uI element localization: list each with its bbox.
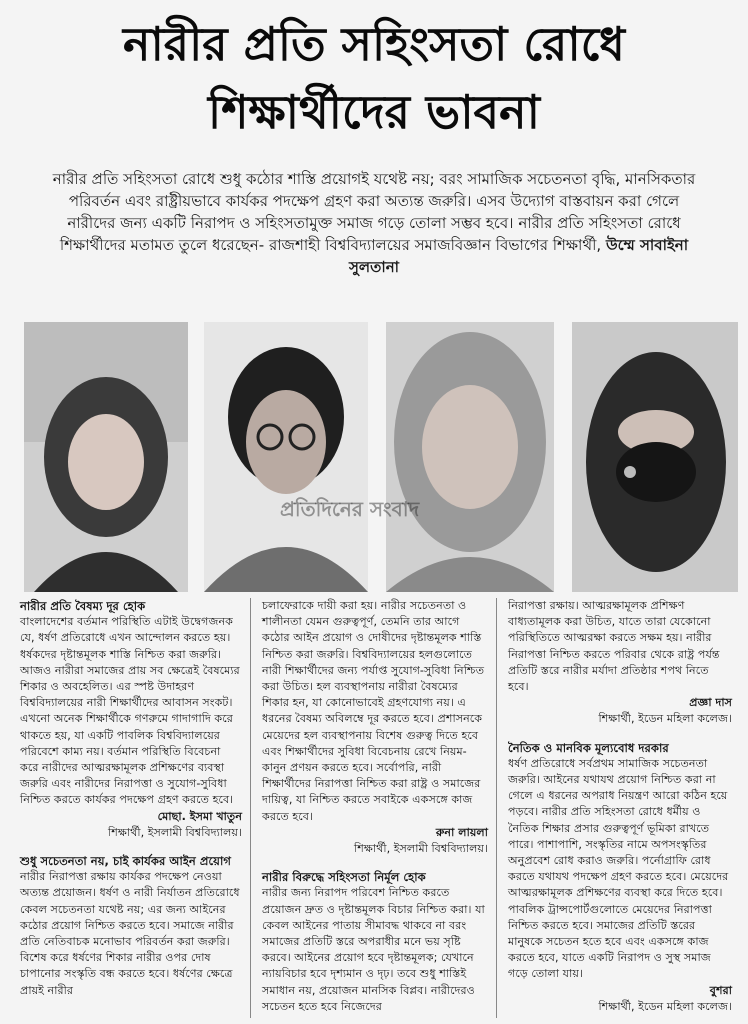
portrait-photo-4	[572, 322, 738, 592]
intro-text: নারীর প্রতি সহিংসতা রোধে শুধু কঠোর শাস্তি প্রয়োগই যথেষ্ট নয়; বরং সামাজিক সচেতনতা বৃদ্ধি, মানসিকতার পরিবর্তন এবং রাষ্ট্রীয়ভাবে কার্যকর পদক্ষেপ গ্রহণ করা অত্যন্ত জরুরি। এসব উদ্যোগ বাস্তবায়ন করা গেলে নারীদের জন্য একটি নিরাপদ ও সহিংসতামুক্ত সমাজ গড়ে তোলা সম্ভব হবে। নারীর প্রতি সহিংসতা রোধে শিক্ষার্থীদের মতামত তুলে ধরেছেন- রাজশাহী বিশ্ববিদ্যালয়ের সমাজবিজ্ঞান বিভাগের শিক্ষার্থী,	[52, 170, 696, 254]
column-1	[20, 598, 242, 999]
intro-author: উম্মে সাবাইনা সুলতানা	[349, 236, 689, 276]
headline-line-2: শিক্ষার্থীদের ভাবনা	[208, 85, 540, 139]
column-2-body-a: চলাফেরাকে দায়ী করা হয়। নারীর সচেতনতা ও শালীনতা যেমন গুরুত্বপূর্ণ, তেমনি তার আগে কঠোর আইন প্রয়োগ ও দোষীদের দৃষ্টান্তমূলক শাস্তি নিশ্চিত করা জরুরি। বিশ্ববিদ্যালয়ের হলগুলোতে নারী শিক্ষার্থীদের জন্য পর্যাপ্ত সুযোগ-সুবিধা নিশ্চিত করা উচিত। হল ব্যবস্থাপনায় নারীরা বৈষম্যের শিকার হন, যা কোনোভাবেই গ্রহণযোগ্য নয়। এ ধরনের বৈষম্য অবিলম্বে দূর করতে হবে। প্রশাসনকে মেয়েদের হল ব্যবস্থাপনায় বিশেষ গুরুত্ব দিতে হবে এবং শিক্ষার্থীদের সুবিধা বিবেচনায় রেখে নিয়ম-কানুন প্রণয়ন করতে হবে। সর্বোপরি, নারী শিক্ষার্থীদের নিরাপত্তা নিশ্চিত করা রাষ্ট্র ও সমাজের দায়িত্ব, যা নিশ্চিত করতে সবাইকে একসঙ্গে কাজ করতে হবে।	[262, 599, 485, 823]
column-3-body-b: ধর্ষণ প্রতিরোধে সর্বপ্রথম সামাজিক সচেতনতা জরুরি। আইনের যথাযথ প্রয়োগ নিশ্চিত করা না গেলে এ ধরনের অপরাধ নিয়ন্ত্রণ আরো কঠিন হয়ে পড়বে। নারীর প্রতি সহিংসতা রোধে ধর্মীয় ও নৈতিক শিক্ষার প্রসার গুরুত্বপূর্ণ ভূমিকা রাখতে পারে। পাশাপাশি, সংস্কৃতির নামে অপসংস্কৃতির অনুপ্রবেশ রোধ করাও জরুরি। পর্নোগ্রাফি রোধ করতে যথাযথ পদক্ষেপ গ্রহণ করতে হবে। মেয়েদের আত্মরক্ষামূলক প্রশিক্ষণের ব্যবস্থা করে দিতে হবে। পাবলিক ট্রান্সপোর্টগুলোতে মেয়েদের নিরাপত্তা নিশ্চিত করতে হবে। সমাজের প্রতিটি স্তরের মানুষকে সচেতন হতে হবে এবং একসঙ্গে কাজ করতে হবে, যাতে একটি নিরাপদ ও সুস্থ সমাজ গড়ে তোলা যায়।	[508, 756, 729, 981]
column-3-affiliation-a: শিক্ষার্থী, ইডেন মহিলা কলেজ।	[598, 712, 732, 726]
column-2-heading-b: নারীর বিরুদ্ধে সহিংসতা নির্মূল হোক	[262, 870, 426, 885]
column-2-author-a: রুনা লায়লা	[435, 825, 488, 839]
portrait-photo-2	[204, 322, 368, 592]
column-3-affiliation-b: শিক্ষার্থী, ইডেন মহিলা কলেজ।	[598, 999, 732, 1013]
column-3-author-a: প্রজ্ঞা দাস	[689, 696, 732, 710]
column-1-body-b: নারীর নিরাপত্তা রক্ষায় কার্যকর পদক্ষেপ নেওয়া অত্যন্ত প্রয়োজন। ধর্ষণ ও নারী নির্যাতন প্রতিরোধে কেবল সচেতনতা যথেষ্ট নয়; এর জন্য আইনের কঠোর প্রয়োগ নিশ্চিত করতে হবে। সমাজে নারীর প্রতি নেতিবাচক মনোভাব পরিবর্তন করা জরুরি। বিশেষ করে ধর্ষণের শিকার নারীর ওপর দোষ চাপানোর সংস্কৃতি বন্ধ করতে হবে। ধর্ষণের ক্ষেত্রে প্রায়ই নারীর	[20, 870, 240, 997]
watermark-logo: প্রতিদিনের সংবাদ	[280, 497, 420, 521]
column-1-author-a: মোছা. ইসমা খাতুন	[157, 809, 242, 823]
column-2-affiliation-a: শিক্ষার্থী, ইসলামী বিশ্ববিদ্যালয়।	[354, 842, 488, 856]
portrait-photo-3	[386, 322, 554, 592]
column-3-body-a: নিরাপত্তা রক্ষায়। আত্মরক্ষামূলক প্রশিক্ষণ বাধ্যতামূলক করা উচিত, যাতে তারা যেকোনো পরিস্থিতিতে আত্মরক্ষা করতে সক্ষম হয়। নারীর নিরাপত্তা নিশ্চিত করতে পরিবার থেকে রাষ্ট্র পর্যন্ত প্রতিটি স্তরে নারীর মর্যাদা প্রতিষ্ঠার শপথ নিতে হবে।	[508, 599, 720, 694]
column-2-body-b: নারীর জন্য নিরাপদ পরিবেশ নিশ্চিত করতে প্রয়োজন দ্রুত ও দৃষ্টান্তমূলক বিচার নিশ্চিত করা। যা কেবল আইনের পাতায় সীমাবদ্ধ থাকবে না বরং সমাজের প্রতিটি স্তরে অপরাধীর মনে ভয় সৃষ্টি করবে। আইনের প্রয়োগ হবে দৃষ্টান্তমূলক; যেখানে ন্যায়বিচার হবে দৃশ্যমান ও দৃঢ়। তবে শুধু শাস্তিই সমাধান নয়, প্রয়োজন মানসিক বিপ্লব। নারীদেরও সচেতন হতে হবে নিজেদের	[262, 886, 485, 1013]
column-1-heading-b: শুধু সচেতনতা নয়, চাই কার্যকর আইন প্রয়োগ	[20, 854, 231, 869]
column-2	[262, 598, 488, 1015]
headline	[0, 10, 748, 146]
headline-line-1: নারীর প্রতি সহিংসতা রোধে	[123, 17, 625, 71]
column-1-body-a: বাংলাদেশের বর্তমান পরিস্থিতি এটাই উদ্বেগজনক যে, ধর্ষণ প্রতিরোধে এখন আন্দোলন করতে হয়। ধর্ষকদের দৃষ্টান্তমূলক শাস্তি নিশ্চিত করা জরুরি। আজও নারীরা সমাজের প্রায় সব ক্ষেত্রেই বৈষম্যের শিকার ও অবহেলিত। এর স্পষ্ট উদাহরণ বিশ্ববিদ্যালয়ের নারী শিক্ষার্থীদের আবাসন সংকট। এখনো অনেক শিক্ষার্থীকে গণরুমে গাদাগাদি করে থাকতে হয়, যা একটি পাবলিক বিশ্ববিদ্যালয়ের পরিবেশে কাম্য নয়। বর্তমান পরিস্থিতি বিবেচনা করে নারীদের আত্মরক্ষামূলক প্রশিক্ষণের ব্যবস্থা জরুরি এবং নারীদের নিরাপত্তা ও সুযোগ-সুবিধা নিশ্চিত করতে কার্যকর পদক্ষেপ গ্রহণ করতে হবে।	[20, 615, 240, 807]
column-divider-1	[250, 598, 251, 1018]
portrait-photo-1	[24, 322, 188, 592]
column-1-affiliation-a: শিক্ষার্থী, ইসলামী বিশ্ববিদ্যালয়।	[108, 825, 242, 839]
column-1-heading-a: নারীর প্রতি বৈষম্য দূর হোক	[20, 599, 146, 613]
column-3	[508, 598, 732, 1015]
column-3-heading-b: নৈতিক ও মানবিক মূল্যবোধ দরকার	[508, 740, 669, 755]
intro-paragraph	[44, 168, 704, 278]
column-divider-2	[496, 598, 497, 1018]
column-3-author-b: বুশরা	[709, 983, 732, 997]
